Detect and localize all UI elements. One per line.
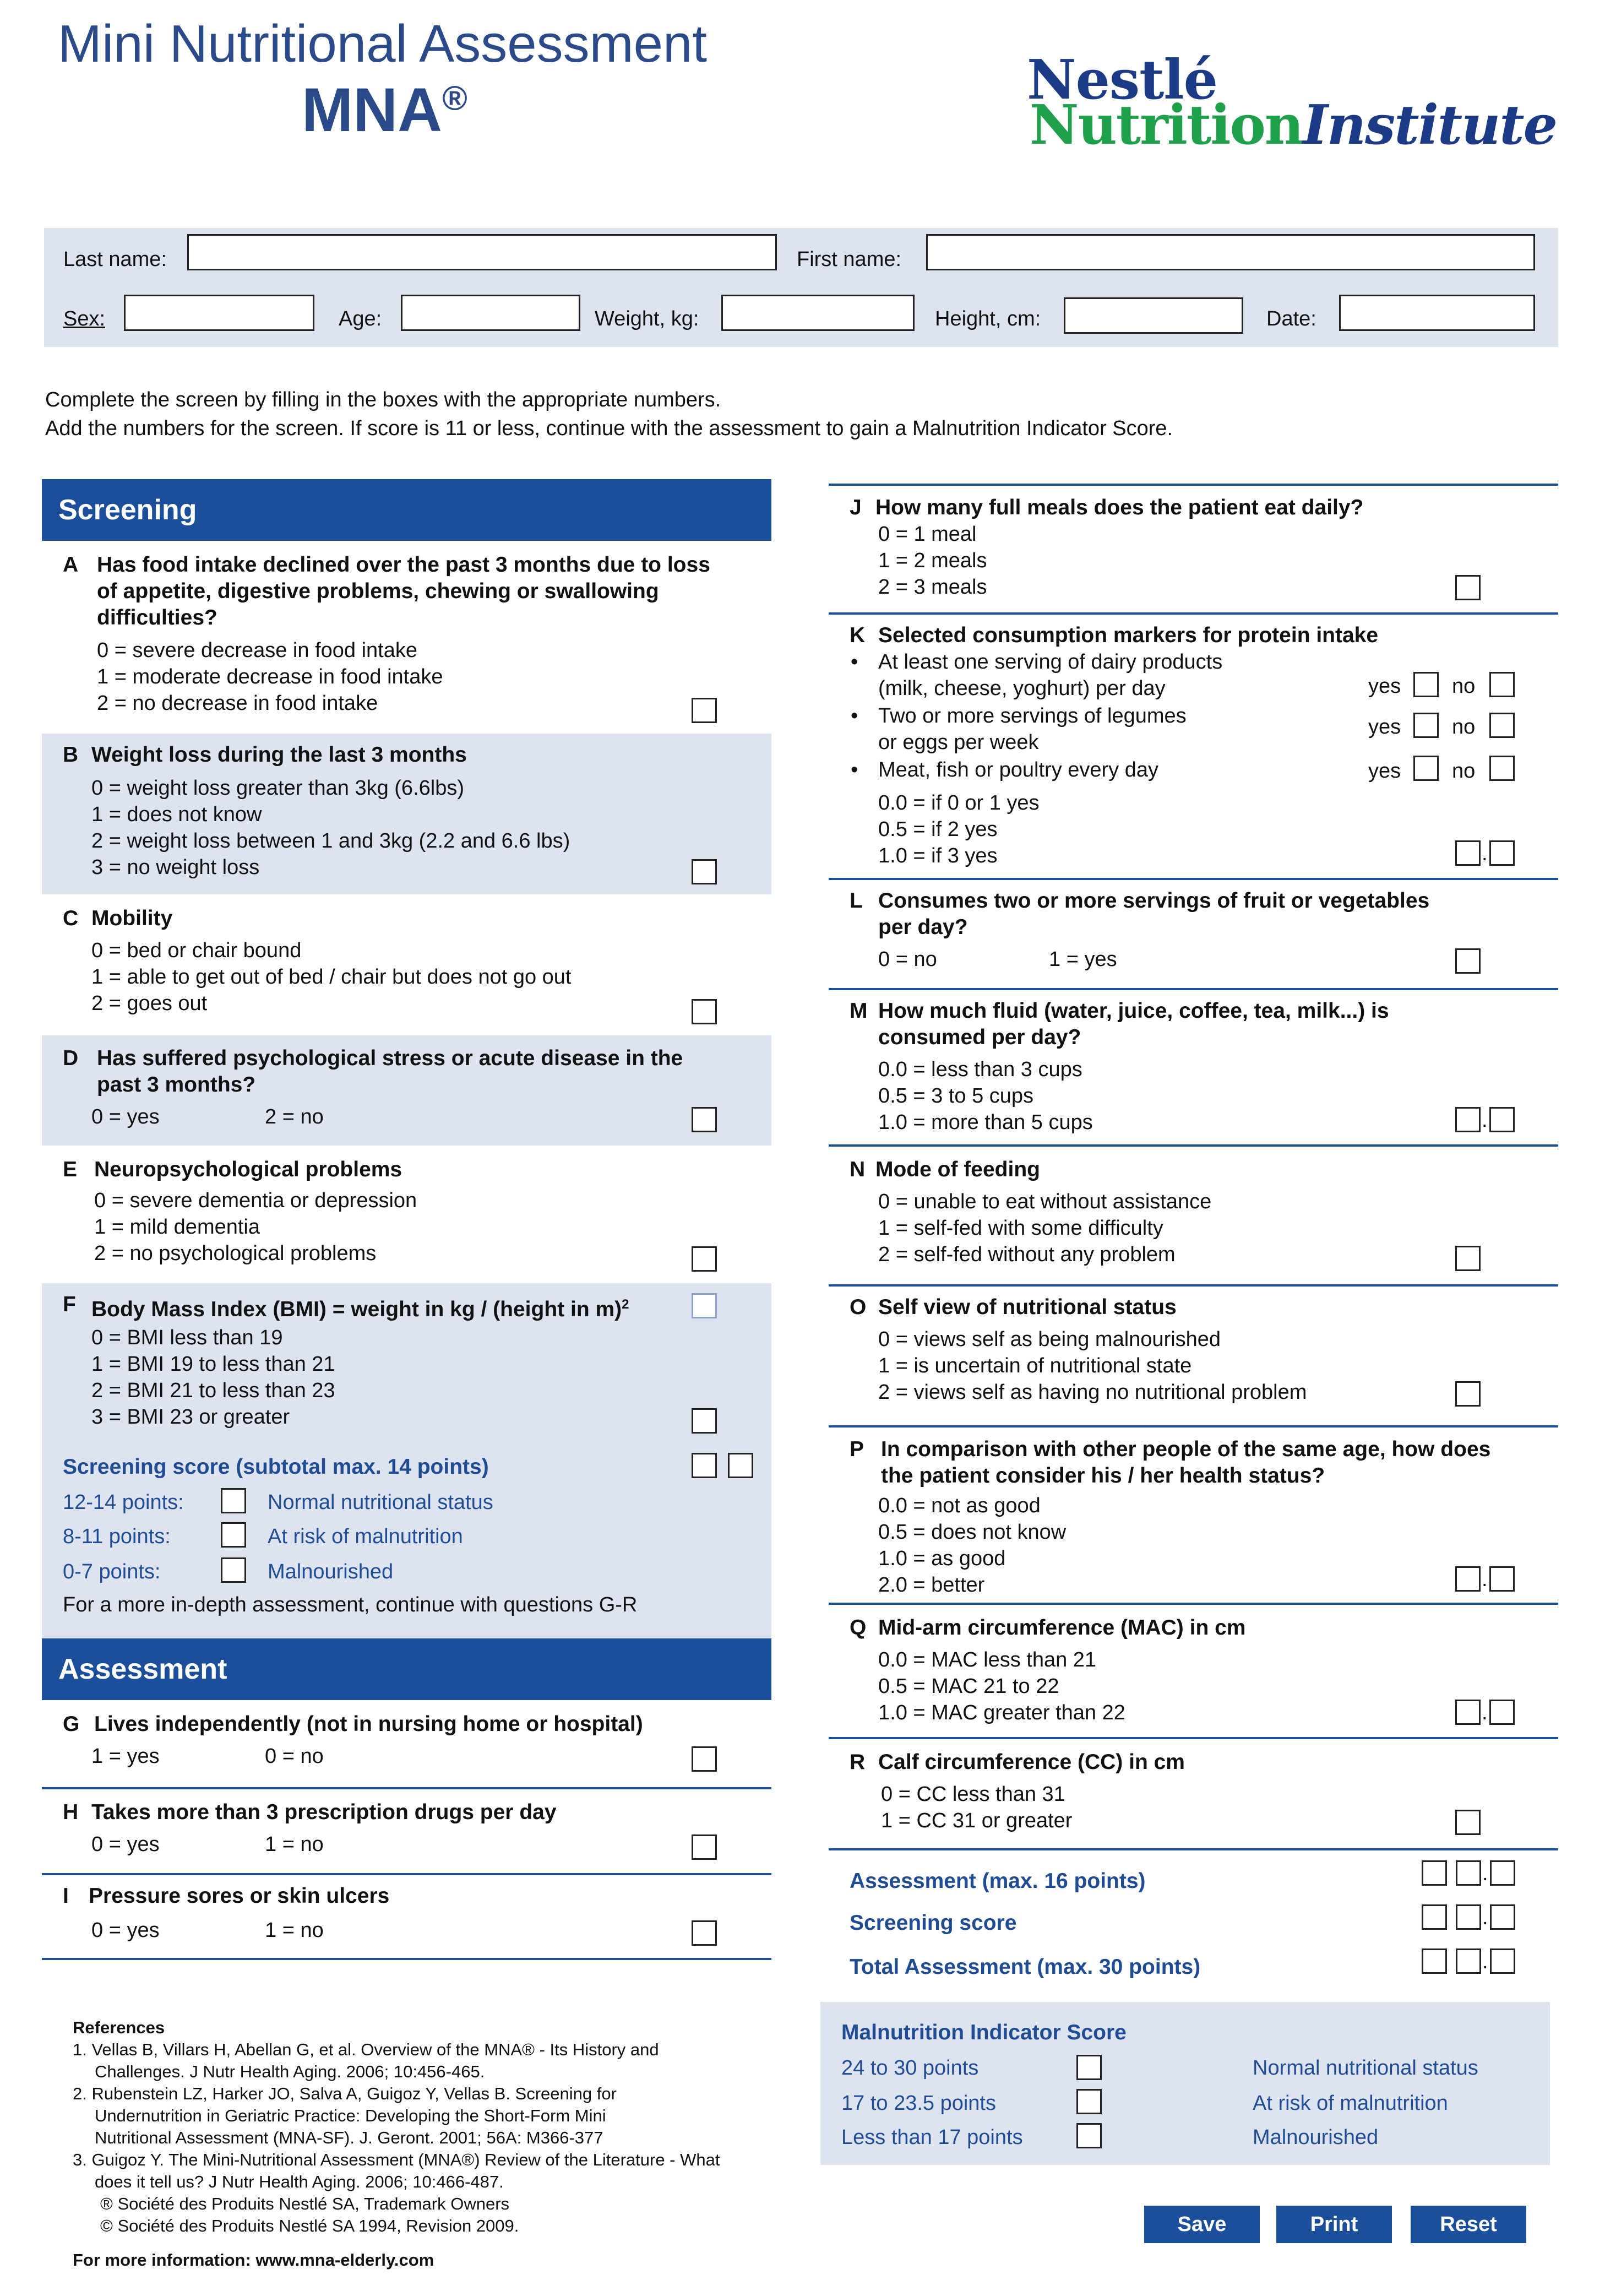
legumes-yes-checkbox[interactable] (1413, 713, 1439, 738)
screening-score-box-1[interactable] (692, 1453, 717, 1478)
reset-button[interactable]: Reset (1411, 2206, 1526, 2243)
screening-score-panel: Screening score (subtotal max. 14 points) 12-14 points: Normal nutritional status 8-11 points: At risk of malnutrition 0-7 points: Malnourished For a more in-depth assessment, continue with questions G-R (42, 1443, 771, 1638)
malnourished-checkbox[interactable] (221, 1557, 246, 1583)
assessment-total-box-3[interactable] (1490, 1860, 1515, 1886)
assessment-total-box-2[interactable] (1456, 1860, 1481, 1886)
question-h-score-box[interactable] (692, 1834, 717, 1860)
question-d-score-box[interactable] (692, 1107, 717, 1132)
meat-yes-checkbox[interactable] (1413, 756, 1439, 781)
question-h: H Takes more than 3 prescription drugs per day 0 = yes 1 = no (42, 1789, 771, 1872)
question-k: K Selected consumption markers for protein intake • At least one serving of dairy products (milk, cheese, yoghurt) per day yes no • Two or more servings of legumes or eggs per week yes no • Meat, fish or poultry every day yes no 0.0 = if 0 or 1 yes 0.5 = if 2 yes 1.0 = if 3 yes . (829, 615, 1558, 878)
last-name-label: Last name: (63, 248, 167, 271)
question-g: G Lives independently (not in nursing home or hospital) 1 = yes 0 = no (42, 1700, 771, 1788)
question-j-score-box[interactable] (1455, 575, 1481, 600)
form-acronym: MNA® (302, 75, 467, 144)
question-q-score-box-1[interactable] (1455, 1700, 1481, 1725)
screening-total-box-1[interactable] (1422, 1904, 1447, 1930)
question-l-score-box[interactable] (1455, 948, 1481, 974)
question-d: D Has suffered psychological stress or acute disease in the past 3 months? 0 = yes 2 = no (42, 1035, 771, 1146)
dairy-no-checkbox[interactable] (1489, 672, 1515, 697)
question-r: R Calf circumference (CC) in cm 0 = CC less than 31 1 = CC 31 or greater (829, 1739, 1558, 1848)
nestle-logo-line2: NutritionInstitute (1030, 94, 1557, 157)
instructions: Complete the screen by filling in the boxes with the appropriate numbers. Add the numbers for the screen. If score is 11 or less, continue with the assessment to gain a Malnutrition Indicator Score. (45, 388, 1173, 440)
question-a: A Has food intake declined over the past 3 months due to loss of appetite, digestive problems, chewing or swallowing difficulties? 0 = severe decrease in food intake 1 = moderate decrease in food intake 2 = no decrease in food intake (42, 541, 771, 734)
normal-status-checkbox[interactable] (221, 1488, 246, 1513)
question-k-score-box-1[interactable] (1455, 840, 1481, 866)
malnourished-indicator-checkbox[interactable] (1076, 2123, 1102, 2148)
question-g-score-box[interactable] (692, 1746, 717, 1772)
last-name-field[interactable] (187, 234, 777, 270)
question-o: O Self view of nutritional status 0 = views self as being malnourished 1 = is uncertain of nutritional state 2 = views self as having no nutritional problem (829, 1287, 1558, 1425)
question-m-score-box-1[interactable] (1455, 1107, 1481, 1132)
weight-field[interactable] (721, 295, 915, 331)
question-b: B Weight loss during the last 3 months 0 = weight loss greater than 3kg (6.6lbs) 1 = does not know 2 = weight loss between 1 and 3kg (2.2 and 6.6 lbs) 3 = no weight loss (42, 734, 771, 894)
divider (42, 1958, 771, 1960)
question-f-aux-box[interactable] (692, 1293, 717, 1318)
grand-total-box-1[interactable] (1422, 1948, 1447, 1974)
question-f-score-box[interactable] (692, 1408, 717, 1434)
screening-score-box-2[interactable] (728, 1453, 753, 1478)
screening-total-box-3[interactable] (1490, 1904, 1515, 1930)
assessment-total-label: Assessment (max. 16 points) (850, 1869, 1146, 1893)
question-c-score-box[interactable] (692, 999, 717, 1024)
question-q-score-box-2[interactable] (1489, 1700, 1515, 1725)
question-i-score-box[interactable] (692, 1920, 717, 1946)
height-field[interactable] (1064, 297, 1243, 334)
legumes-no-checkbox[interactable] (1489, 713, 1515, 738)
question-i: I Pressure sores or skin ulcers 0 = yes 1 = no (42, 1875, 771, 1958)
dairy-yes-checkbox[interactable] (1413, 672, 1439, 697)
weight-label: Weight, kg: (595, 307, 699, 330)
question-p: P In comparison with other people of the same age, how does the patient consider his / her health status? 0.0 = not as good 0.5 = does not know 1.0 = as good 2.0 = better . (829, 1427, 1558, 1603)
age-label: Age: (339, 307, 382, 330)
question-e: E Neuropsychological problems 0 = severe dementia or depression 1 = mild dementia 2 = no psychological problems (42, 1146, 771, 1283)
question-e-score-box[interactable] (692, 1246, 717, 1272)
screening-header: Screening (42, 479, 771, 541)
references: References 1. Vellas B, Villars H, Abellan G, et al. Overview of the MNA® - Its History and Challenges. J Nutr Health Aging. 2006; 10:456-465. 2. Rubenstein LZ, Harker JO, Salva A, Guigoz Y, Vellas B. Screening for Undernutrition in Geriatric Practice: Developing the Short-Form Mini Nutritional Assessment (MNA-SF). J. Geront. 2001; 56A: M366-377 3. Guigoz Y. The Mini-Nutritional Assessment (MNA®) Review of the Literature - What does it tell us? J Nutr Health Aging. 2006; 10:466-487. ® Société des Produits Nestlé SA, Trademark Owners © Société des Produits Nestlé SA 1994, Revision 2009. For more information: www.mna-elderly.com (73, 2018, 720, 2270)
save-button[interactable]: Save (1144, 2206, 1260, 2243)
divider (829, 1848, 1558, 1850)
grand-total-label: Total Assessment (max. 30 points) (850, 1955, 1201, 1979)
question-p-score-box-1[interactable] (1455, 1566, 1481, 1592)
at-risk-checkbox[interactable] (221, 1522, 246, 1548)
sex-label: Sex: (63, 307, 106, 330)
question-m: M How much fluid (water, juice, coffee, tea, milk...) is consumed per day? 0.0 = less than 3 cups 0.5 = 3 to 5 cups 1.0 = more than 5 cups . (829, 990, 1558, 1144)
question-k-score-box-2[interactable] (1489, 840, 1515, 866)
print-button[interactable]: Print (1276, 2206, 1392, 2243)
question-n: N Mode of feeding 0 = unable to eat without assistance 1 = self-fed with some difficulty 2 = self-fed without any problem (829, 1147, 1558, 1284)
question-f: F Body Mass Index (BMI) = weight in kg / (height in m)$^2$ 0 = BMI less than 19 1 = BMI 19 to less than 21 2 = BMI 21 to less than 23 3 = BMI 23 or greater (42, 1283, 771, 1443)
sex-field[interactable] (124, 295, 314, 331)
normal-indicator-checkbox[interactable] (1076, 2055, 1102, 2080)
question-l: L Consumes two or more servings of fruit or vegetables per day? 0 = no 1 = yes (829, 880, 1558, 988)
question-a-score-box[interactable] (692, 698, 717, 723)
assessment-total-box-1[interactable] (1422, 1860, 1447, 1886)
screening-total-label: Screening score (850, 1911, 1017, 1935)
screening-total-box-2[interactable] (1456, 1904, 1481, 1930)
grand-total-box-2[interactable] (1456, 1948, 1481, 1974)
date-label: Date: (1266, 307, 1316, 330)
question-p-score-box-2[interactable] (1489, 1566, 1515, 1592)
first-name-field[interactable] (926, 234, 1535, 270)
age-field[interactable] (401, 295, 580, 331)
first-name-label: First name: (797, 248, 902, 271)
meat-no-checkbox[interactable] (1489, 756, 1515, 781)
question-o-score-box[interactable] (1455, 1381, 1481, 1407)
nestle-logo-line1: Nestlé (1027, 48, 1217, 112)
date-field[interactable] (1339, 295, 1535, 331)
at-risk-indicator-checkbox[interactable] (1076, 2089, 1102, 2114)
question-q: Q Mid-arm circumference (MAC) in cm 0.0 = MAC less than 21 0.5 = MAC 21 to 22 1.0 = MAC greater than 22 . (829, 1605, 1558, 1737)
question-m-score-box-2[interactable] (1489, 1107, 1515, 1132)
question-n-score-box[interactable] (1455, 1246, 1481, 1271)
question-r-score-box[interactable] (1455, 1810, 1481, 1835)
question-b-score-box[interactable] (692, 859, 717, 884)
malnutrition-indicator-panel: Malnutrition Indicator Score 24 to 30 points Normal nutritional status 17 to 23.5 points At risk of malnutrition Less than 17 points Malnourished (820, 2002, 1550, 2165)
question-j: J How many full meals does the patient eat daily? 0 = 1 meal 1 = 2 meals 2 = 3 meals (829, 486, 1558, 612)
question-c: C Mobility 0 = bed or chair bound 1 = able to get out of bed / chair but does not go out 2 = goes out (42, 894, 771, 1035)
grand-total-box-3[interactable] (1490, 1948, 1515, 1974)
assessment-header: Assessment (42, 1638, 771, 1700)
form-title: Mini Nutritional Assessment (58, 14, 708, 73)
height-label: Height, cm: (935, 307, 1041, 330)
